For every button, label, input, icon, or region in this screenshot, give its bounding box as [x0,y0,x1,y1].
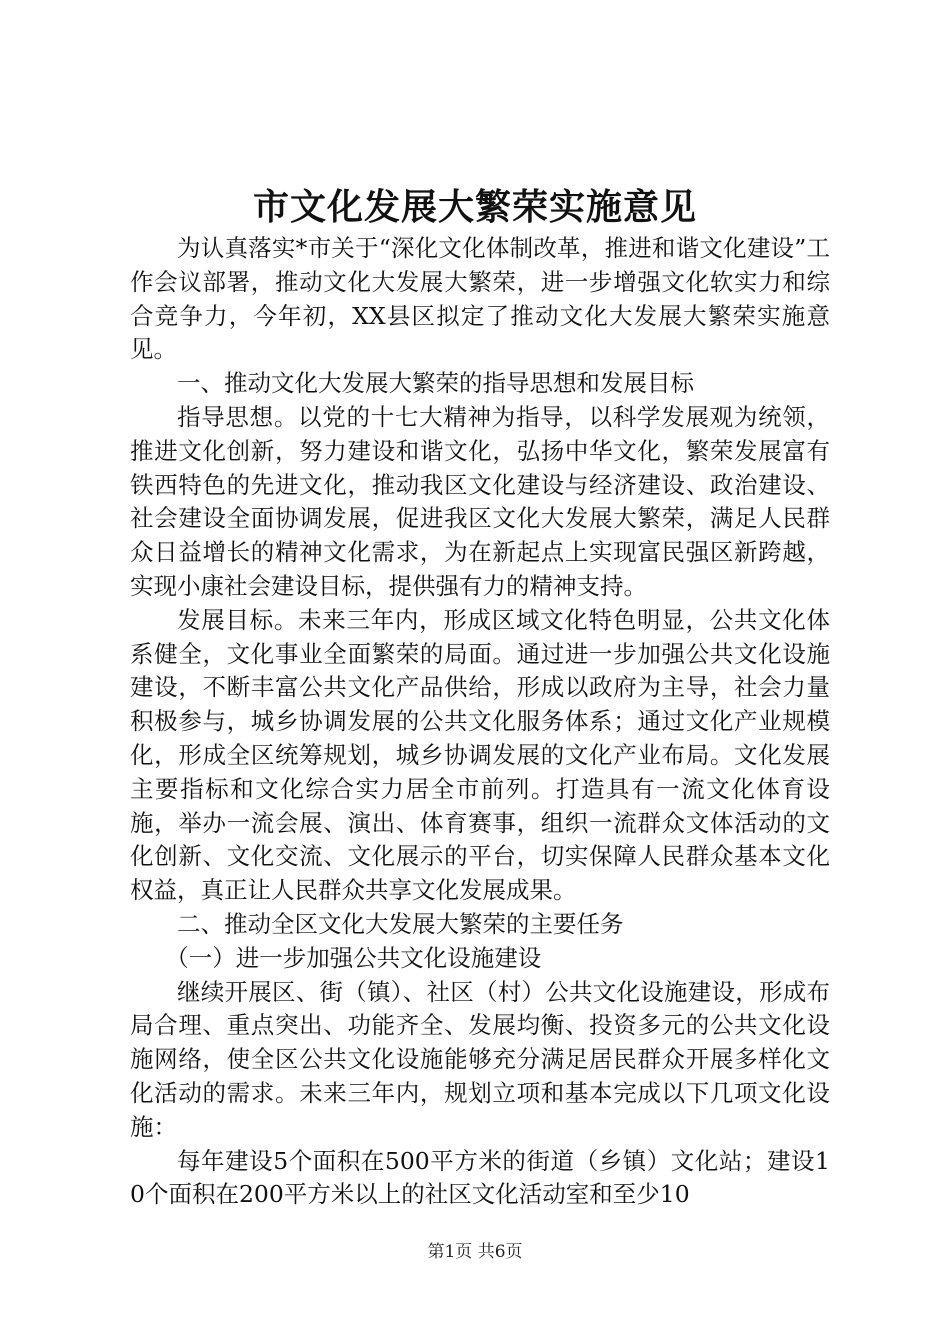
annual-construction-paragraph: 每年建设5个面积在500平方米的街道（乡镇）文化站；建设10个面积在200平方米以上的社区文化活动室和至少10 [130,1146,830,1209]
page-number-footer: 第1页 共6页 [427,1242,523,1262]
section-heading-2: 二、推动全区文化大发展大繁荣的主要任务 [177,909,624,938]
section-heading-1: 一、推动文化大发展大繁荣的指导思想和发展目标 [177,369,694,398]
document-body [130,232,830,1212]
intro-paragraph: 为认真落实*市关于“深化文化体制改革，推进和谐文化建设”工作会议部署，推动文化大发展大繁荣，进一步增强文化软实力和综合竞争力，今年初，XX县区拟定了推动文化大发展大繁荣实施意见。 [130,234,830,364]
document-title: 市文化发展大繁荣实施意见 [252,186,697,228]
guiding-thought-paragraph: 指导思想。以党的十七大精神为指导，以科学发展观为统领，推进文化创新，努力建设和谐文化，弘扬中华文化，繁荣发展富有铁西特色的先进文化，推动我区文化建设与经济建设、政治建设、社会建设全面协调发展，促进我区文化大发展大繁荣，满足人民群众日益增长的精神文化需求，为在新起点上实现富民强区新跨越，实现小康社会建设目标，提供强有力的精神支持。 [130,402,830,600]
facility-construction-paragraph: 继续开展区、街（镇）、社区（村）公共文化设施建设，形成布局合理、重点突出、功能齐全、发展均衡、投资多元的公共文化设施网络，使全区公共文化设施能够充分满足居民群众开展多样化文化活动的需求。未来三年内，规划立项和基本完成以下几项文化设施： [130,977,830,1141]
development-goal-paragraph: 发展目标。未来三年内，形成区域文化特色明显，公共文化体系健全，文化事业全面繁荣的局面。通过进一步加强公共文化设施建设，不断丰富公共文化产品供给，形成以政府为主导，社会力量积极参与，城乡协调发展的公共文化服务体系；通过文化产业规模化，形成全区统筹规划，城乡协调发展的文化产业布局。文化发展主要指标和文化综合实力居全市前列。打造具有一流文化体育设施，举办一流会展、演出、体育赛事，组织一流群众文体活动的文化创新、文化交流、文化展示的平台，切实保障人民群众基本文化权益，真正让人民群众共享文化发展成果。 [130,605,830,905]
subsection-heading-1: （一）进一步加强公共文化设施建设 [165,943,542,972]
